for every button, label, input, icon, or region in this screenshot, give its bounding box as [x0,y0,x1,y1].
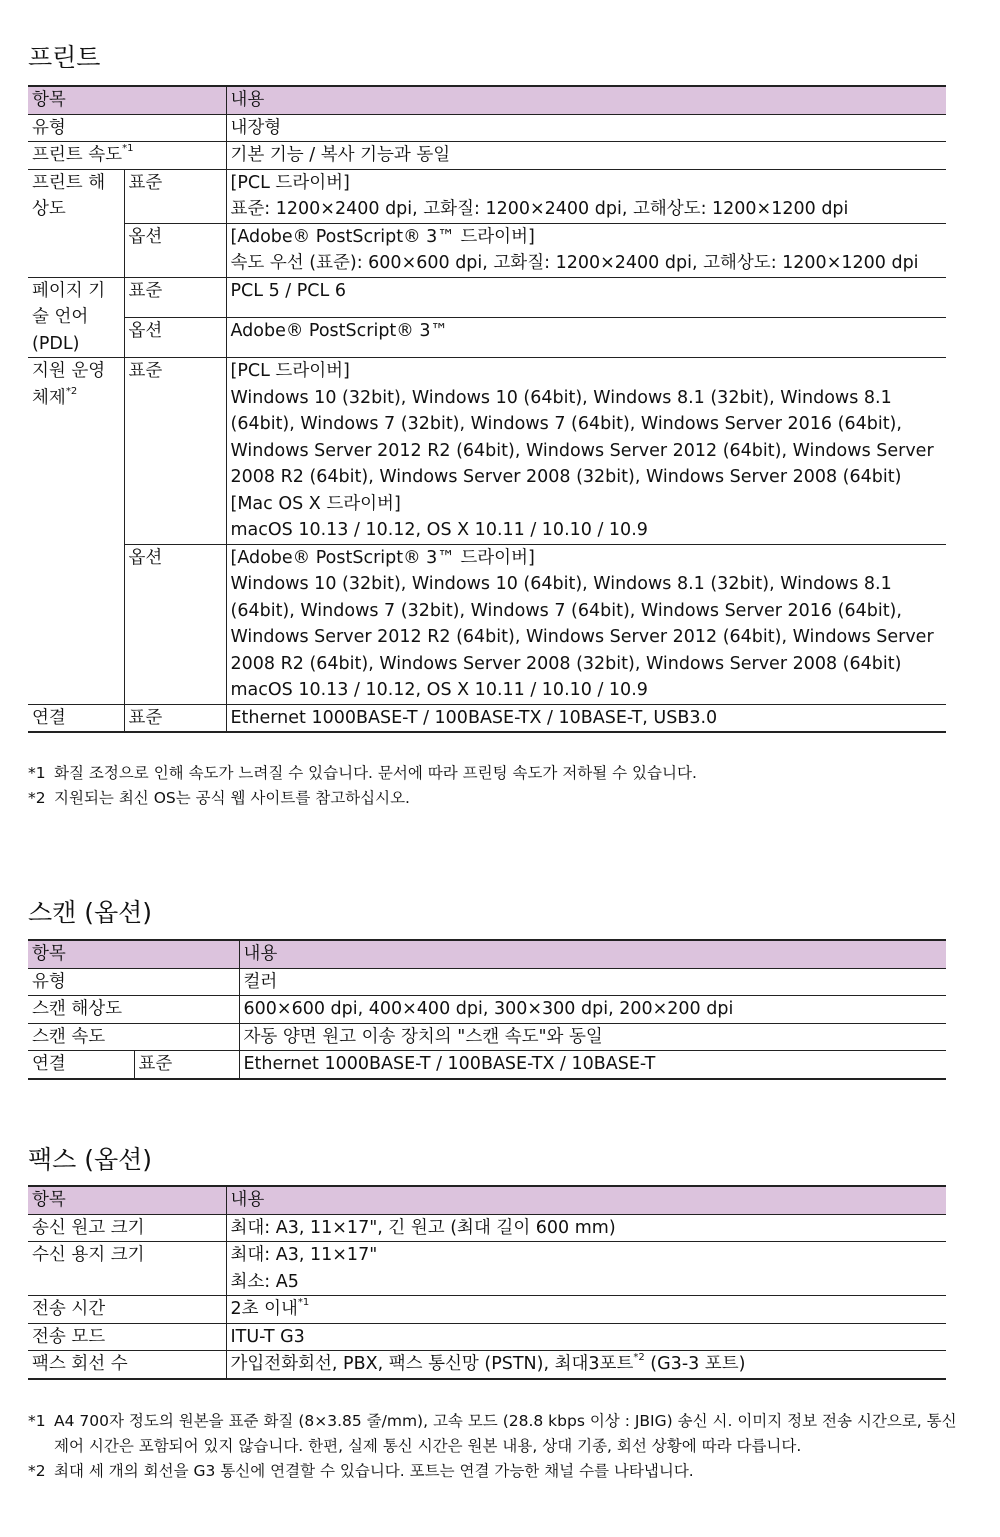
footnote-mark: *2 [65,385,78,397]
row-label: 송신 원고 크기 [28,1214,226,1242]
table-row [28,169,946,223]
footnote: *2 최대 세 개의 회선을 G3 통신에 연결할 수 있습니다. 포트는 연결 가능한 채널 수를 나타냅니다. [28,1462,694,1480]
fax-footnotes [28,1409,958,1484]
table-row [28,1051,946,1079]
row-label: 팩스 회선 수 [28,1351,226,1379]
row-value: [Adobe® PostScript® 3™ 드라이버] Windows 10 (32bit), Windows 10 (64bit), Windows 8.1 (32bit), Windows 8.1 (64bit), Windows 7 (32bit), Windows 7 (64bit), Windows Server 2016 (64bit), Windows Server 2012 R2 (64bit), Windows Server 2012 (64bit), Windows Server 2008 R2 (64bit), Windows Server 2008 (32bit), Windows Server 2008 (64bit) macOS 10.13 / 10.12, OS X 10.11 / 10.10 / 10.9 [226,544,946,704]
row-label: 페이지 기술 언어(PDL) [28,277,124,358]
row-value: 600×600 dpi, 400×400 dpi, 300×300 dpi, 200×200 dpi [239,996,946,1024]
sub-label: 표준 [124,704,226,732]
row-value: PCL 5 / PCL 6 [226,277,946,317]
row-value: 내장형 [226,114,946,142]
header-content: 내용 [226,1186,946,1214]
footnote-mark: *1 [297,1297,310,1309]
row-value: 2초 이내$^{*1}$ [226,1296,946,1324]
sub-label: 옵션 [124,544,226,704]
row-value: Ethernet 1000BASE-T / 100BASE-TX / 10BASE-T [239,1051,946,1079]
footnote: *1 화질 조정으로 인해 속도가 느려질 수 있습니다. 문서에 따라 프린팅 속도가 저하될 수 있습니다. [28,764,697,782]
table-row [28,1214,946,1242]
row-label: 지원 운영 체제$^{*2}$ [28,358,124,705]
row-value: Adobe® PostScript® 3™ [226,317,946,357]
row-value: Ethernet 1000BASE-T / 100BASE-TX / 10BASE-T, USB3.0 [226,704,946,732]
row-label: 전송 모드 [28,1323,226,1351]
sub-label: 옵션 [124,223,226,277]
row-label: 유형 [28,968,239,996]
sub-label: 표준 [124,169,226,223]
sub-label: 옵션 [124,317,226,357]
footnote-mark: *2 [633,1352,645,1364]
scan-spec-table [28,939,946,1080]
row-label: 연결 [28,1051,134,1079]
row-label: 프린트 해상도 [28,169,124,277]
sub-label: 표준 [134,1051,239,1079]
table-row [28,1242,946,1296]
table-row [28,223,946,277]
table-header-row [28,1186,946,1214]
table-row [28,277,946,317]
row-label: 스캔 해상도 [28,996,239,1024]
header-content: 내용 [239,940,946,968]
table-row [28,704,946,732]
sub-label: 표준 [124,358,226,545]
row-value: 자동 양면 원고 이송 장치의 "스캔 속도"와 동일 [239,1023,946,1051]
table-row [28,544,946,704]
row-value: 최대: A3, 11×17" 최소: A5 [226,1242,946,1296]
table-row [28,1023,946,1051]
footnote-mark: *1 [122,143,134,155]
row-label: 전송 시간 [28,1296,226,1324]
row-label: 연결 [28,704,124,732]
print-section-title: 프린트 [28,43,101,72]
header-item: 항목 [28,86,226,114]
scan-section-title: 스캔 (옵션) [28,898,153,927]
row-label: 유형 [28,114,226,142]
row-label: 수신 용지 크기 [28,1242,226,1296]
header-item: 항목 [28,940,239,968]
row-value: ITU-T G3 [226,1323,946,1351]
table-row [28,317,946,357]
row-value: 기본 기능 / 복사 기능과 동일 [226,142,946,170]
row-value: [PCL 드라이버] 표준: 1200×2400 dpi, 고화질: 1200×2400 dpi, 고해상도: 1200×1200 dpi [226,169,946,223]
table-header-row [28,940,946,968]
row-label: 프린트 속도$^{*1}$ [28,142,226,170]
table-row [28,142,946,170]
footnote: *2 지원되는 최신 OS는 공식 웹 사이트를 참고하십시오. [28,789,410,807]
table-row [28,968,946,996]
table-row [28,1323,946,1351]
table-header-row [28,86,946,114]
table-row [28,114,946,142]
footnote: *1 A4 700자 정도의 원본을 표준 화질 (8×3.85 줄/mm), 고속 모드 (28.8 kbps 이상 : JBIG) 송신 시. 이미지 정보 전송 시간으로, 통신 제어 시간은 포함되어 있지 않습니다. 한편, 실제 통신 시간은 원본 내용, 상대 기종, 회선 상황에 따라 다릅니다. [28,1412,957,1455]
table-row [28,1351,946,1379]
row-value: [Adobe® PostScript® 3™ 드라이버] 속도 우선 (표준): 600×600 dpi, 고화질: 1200×2400 dpi, 고해상도: 1200×1200 dpi [226,223,946,277]
row-value: 가입전화회선, PBX, 팩스 통신망 (PSTN), 최대3포트$^{*2}$ (G3-3 포트) [226,1351,946,1379]
sub-label: 표준 [124,277,226,317]
row-value: [PCL 드라이버] Windows 10 (32bit), Windows 10 (64bit), Windows 8.1 (32bit), Windows 8.1 (64bit), Windows 7 (32bit), Windows 7 (64bit), Windows Server 2016 (64bit), Windows Server 2012 R2 (64bit), Windows Server 2012 (64bit), Windows Server 2008 R2 (64bit), Windows Server 2008 (32bit), Windows Server 2008 (64bit) [Mac OS X 드라이버] macOS 10.13 / 10.12, OS X 10.11 / 10.10 / 10.9 [226,358,946,545]
header-content: 내용 [226,86,946,114]
table-row [28,1296,946,1324]
table-row [28,358,946,545]
fax-section-title: 팩스 (옵션) [28,1145,153,1174]
table-row [28,996,946,1024]
print-spec-table [28,85,946,733]
header-item: 항목 [28,1186,226,1214]
row-value: 컬러 [239,968,946,996]
print-footnotes [28,761,958,811]
fax-spec-table [28,1185,946,1380]
row-label: 스캔 속도 [28,1023,239,1051]
row-value: 최대: A3, 11×17", 긴 원고 (최대 길이 600 mm) [226,1214,946,1242]
